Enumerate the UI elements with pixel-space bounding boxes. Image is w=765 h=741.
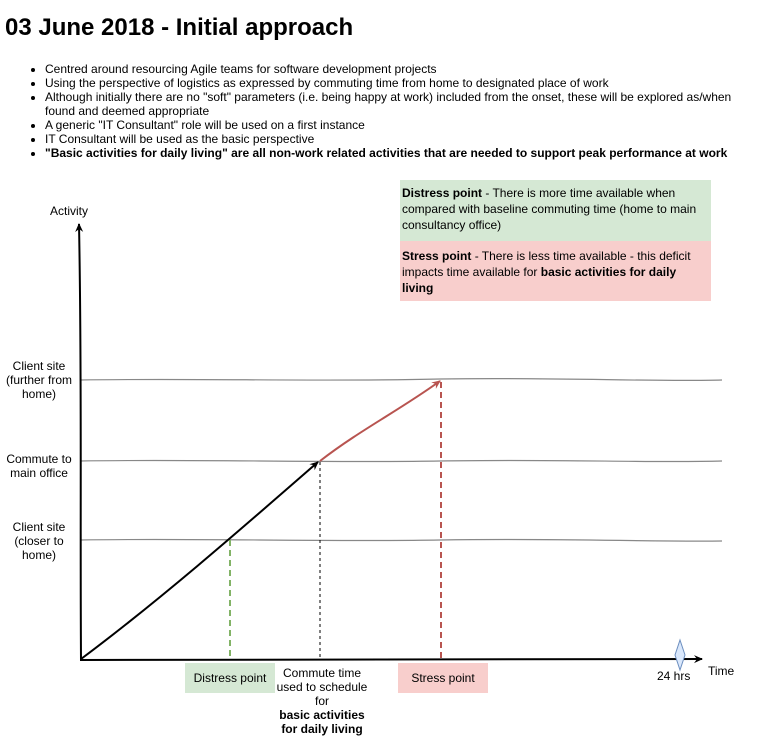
bullet-item: • IT Consultant will be used as the basic perspective: [45, 132, 735, 146]
x-axis-label: Time: [708, 664, 735, 678]
distress-note-title: Distress point: [402, 186, 483, 200]
commute-time-label-line2: basic activities for daily living: [279, 708, 365, 736]
24hrs-marker-icon: [675, 640, 685, 670]
bullet-item: • Centred around resourcing Agile teams for software development projects: [45, 62, 735, 76]
stress-note-bold-tail: basic activities for daily living: [402, 265, 677, 295]
stress-note-text: - There is less time available - this deficit impacts time available for: [402, 249, 691, 279]
y-axis-label: Activity: [50, 204, 89, 218]
page-title: 03 June 2018 - Initial approach: [5, 14, 354, 41]
commute-trend-line: [81, 462, 318, 659]
y-axis: [79, 224, 81, 660]
bullet-item: • Using the perspective of logistics as expressed by commuting time from home to designated place of work: [45, 76, 735, 90]
bullet-item-definition: • "Basic activities for daily living" are all non-work related activities that are needed to support peak performance at work: [45, 146, 735, 160]
level-line-client-far: [80, 379, 722, 381]
bullet-item: • Although initially there are no "soft" parameters (i.e. being happy at work) included from the onset, these will be explored as/when found and deemed appropriate: [45, 90, 735, 118]
distress-note-text: - There is more time available when compared with baseline commuting time (home to main consultancy office): [402, 186, 697, 232]
commute-time-label-line1: Commute time used to schedule for: [276, 666, 368, 708]
level-label-client-near: Client site (closer to home): [12, 520, 66, 562]
level-line-client-near: [80, 539, 722, 541]
commute-time-label: [273, 666, 371, 736]
distress-point-label: Distress point: [185, 663, 275, 693]
stress-point-label: Stress point: [398, 663, 488, 693]
bullet-item: • A generic "IT Consultant" role will be used on a first instance: [45, 118, 735, 132]
level-line-commute-main: [80, 460, 722, 461]
level-label-client-far: Client site (further from home): [5, 359, 72, 401]
level-label-commute-main: Commute to main office: [6, 452, 72, 480]
stress-note-title: Stress point: [402, 249, 472, 263]
24hrs-label: 24 hrs: [657, 669, 691, 683]
x-axis: [80, 659, 702, 660]
stress-trend-line: [320, 381, 440, 461]
